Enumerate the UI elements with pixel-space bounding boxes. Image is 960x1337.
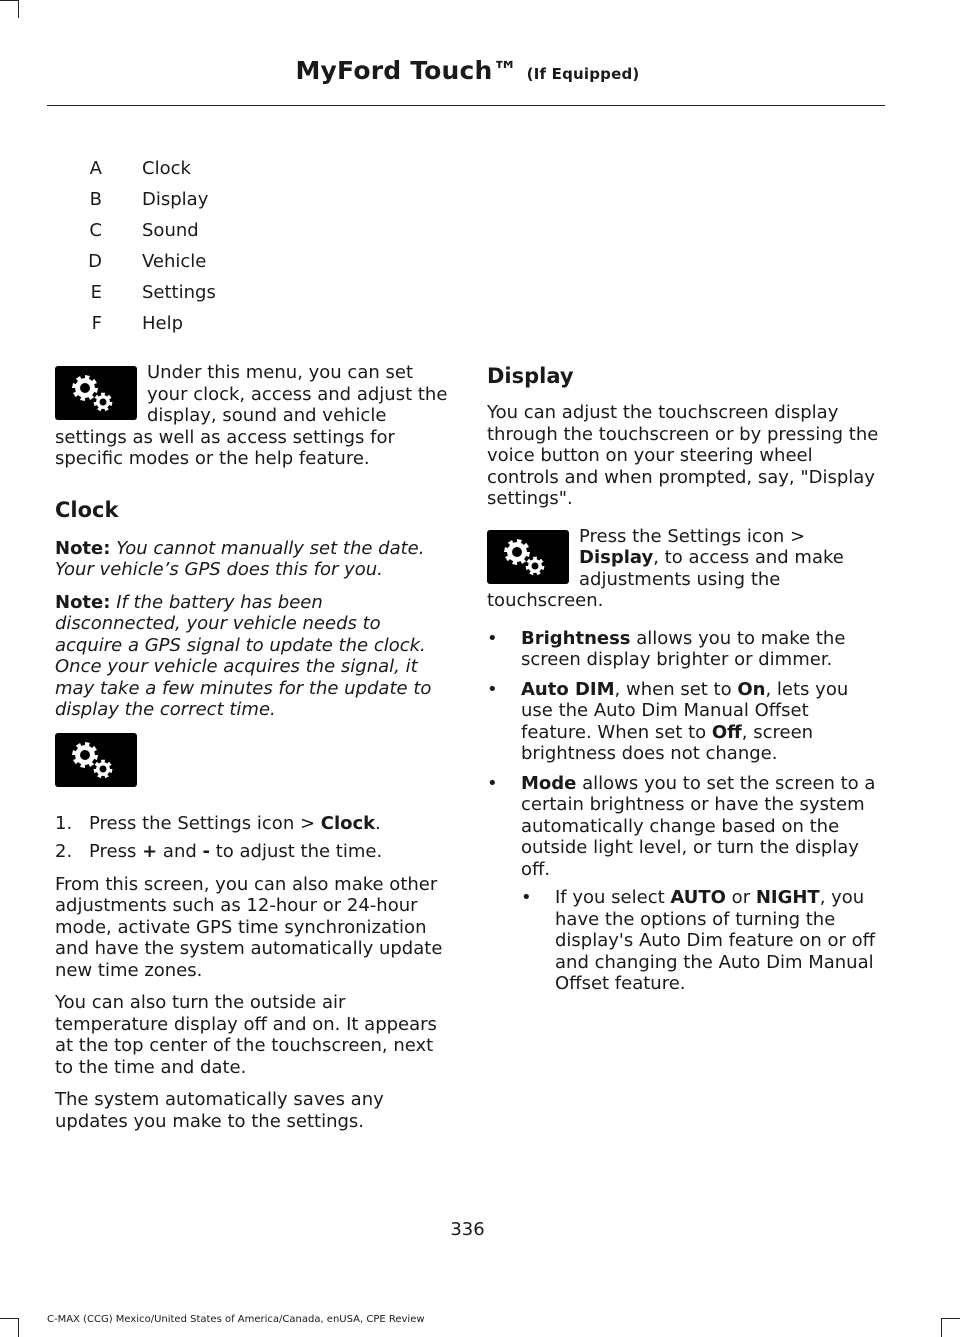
plus-symbol: + xyxy=(142,841,158,862)
sub-list xyxy=(521,887,882,995)
legend-row xyxy=(60,248,216,279)
settings-icon xyxy=(55,733,137,787)
text-part: , screen brightness does not change. xyxy=(521,721,814,764)
crop-mark xyxy=(18,1318,19,1337)
display-intro: You can adjust the touchscreen display through the touchscreen or by pressing the voice button on your steering wheel controls and when prompted, say, "Display settings". xyxy=(487,402,879,509)
bold-term: Display xyxy=(579,547,654,568)
crop-mark xyxy=(942,1318,960,1319)
note-text: You cannot manually set the date. Your vehicle’s GPS does this for you. xyxy=(55,537,425,580)
settings-icon xyxy=(487,530,569,584)
step-number: 2. xyxy=(55,841,73,862)
legend-row xyxy=(60,310,216,341)
clock-heading: Clock xyxy=(55,497,119,522)
left-column xyxy=(55,362,448,1143)
step-bold: Clock xyxy=(320,812,376,834)
intro-text: Under this menu, you can set your clock, access and adjust the display, sound and vehicle settings as well as access settings for specific modes or the help feature. xyxy=(55,362,448,469)
paragraph: You can also turn the outside air temperature display off and on. It appears at the top center of the touchscreen, next to the time and date. xyxy=(55,992,437,1078)
step-text xyxy=(89,841,382,863)
text-part: or xyxy=(725,887,756,908)
bold-term: AUTO xyxy=(670,887,726,908)
step-text-part: Press the Settings icon > xyxy=(89,812,321,834)
minus-symbol: - xyxy=(202,841,210,862)
header-subtitle: (If Equipped) xyxy=(526,65,640,83)
legend-key: D xyxy=(88,251,102,272)
paragraph: From this screen, you can also make other adjustments such as 12-hour or 24-hour mode, activate GPS time synchronization and have the system automatically update new time zones. xyxy=(55,873,443,981)
note-text: If the battery has been disconnected, your vehicle needs to acquire a GPS signal to update the clock. Once your vehicle acquires the signal, it may take a few minutes for the update to display the correct time. xyxy=(55,591,432,720)
legend-key: B xyxy=(89,189,102,210)
text-part: allows you to set the screen to a certain brightness or have the system automatically change based on the outside light level, or turn the display off. xyxy=(521,772,876,880)
paragraph: The system automatically saves any updates you make to the settings. xyxy=(55,1089,384,1132)
bullet: • xyxy=(521,887,532,908)
legend-label: Display xyxy=(142,189,209,210)
legend-row xyxy=(60,155,216,186)
settings-icon-row xyxy=(55,733,448,791)
list-item xyxy=(487,628,882,671)
step-text-part: and xyxy=(157,841,203,862)
bullet: • xyxy=(487,772,498,794)
step-text-part: to adjust the time. xyxy=(210,841,383,862)
legend-key: C xyxy=(89,220,102,241)
text-part: allows you to make the screen display brighter or dimmer. xyxy=(521,627,846,670)
page-number: 336 xyxy=(450,1219,485,1240)
display-options xyxy=(487,628,882,1003)
step-text xyxy=(89,813,381,835)
list-item xyxy=(55,841,448,863)
legend-label: Clock xyxy=(142,158,191,179)
legend-label: Settings xyxy=(142,282,216,303)
bullet-text xyxy=(521,628,882,671)
header-title: MyFord Touch™ xyxy=(295,56,518,85)
crop-mark xyxy=(18,0,19,18)
text-part: Press the Settings icon > xyxy=(579,525,806,547)
text-part: , lets you use the Auto Dim Manual Offset feature. When set to xyxy=(521,678,849,743)
crop-mark xyxy=(941,1318,942,1337)
legend-label: Vehicle xyxy=(142,251,207,272)
callout-legend xyxy=(60,155,216,341)
settings-intro xyxy=(55,362,448,470)
bold-term: Brightness xyxy=(521,627,631,649)
list-item xyxy=(487,773,882,1003)
settings-icon xyxy=(55,366,137,420)
step-number: 1. xyxy=(55,812,73,834)
text-part: , to access and make adjustments using the touchscreen. xyxy=(487,547,844,611)
bold-term: Mode xyxy=(521,772,577,794)
legend-row xyxy=(60,279,216,310)
list-item xyxy=(487,679,882,765)
bold-term: On xyxy=(737,678,766,700)
display-instructions xyxy=(487,526,882,612)
bold-term: NIGHT xyxy=(755,887,820,908)
legend-row xyxy=(60,217,216,248)
step-text-part: . xyxy=(375,812,381,834)
note-2 xyxy=(55,592,448,721)
display-heading: Display xyxy=(487,364,574,388)
bullet-text xyxy=(555,887,882,995)
legend-label: Help xyxy=(142,313,184,334)
bullet-text xyxy=(521,679,882,765)
page-header xyxy=(0,56,935,85)
note-label: Note: xyxy=(55,537,111,559)
bullet: • xyxy=(487,627,498,649)
legend-label: Sound xyxy=(142,220,199,241)
step-text-part: Press xyxy=(89,841,143,862)
bullet-text xyxy=(521,773,882,1003)
text-part: , you have the options of turning the display's Auto Dim feature on or off and changing the Auto Dim Manual Offset feature. xyxy=(555,887,875,994)
bold-term: Auto DIM xyxy=(521,678,615,700)
list-item xyxy=(521,887,882,995)
legend-key: F xyxy=(91,313,102,334)
right-column xyxy=(487,362,882,1011)
bullet: • xyxy=(487,678,498,700)
crop-mark xyxy=(0,1318,18,1319)
legend-key: A xyxy=(89,158,102,179)
bold-term: Off xyxy=(711,721,742,743)
header-rule xyxy=(47,105,885,106)
note-1 xyxy=(55,538,448,581)
note-label: Note: xyxy=(55,591,111,613)
legend-key: E xyxy=(90,282,102,303)
text-part: If you select xyxy=(555,887,671,908)
text-part: , when set to xyxy=(614,678,738,700)
clock-steps xyxy=(55,813,448,863)
footer-text: C-MAX (CCG) Mexico/United States of America/Canada, enUSA, CPE Review xyxy=(47,1314,425,1325)
legend-row xyxy=(60,186,216,217)
crop-mark xyxy=(0,0,18,1)
list-item xyxy=(55,813,448,835)
